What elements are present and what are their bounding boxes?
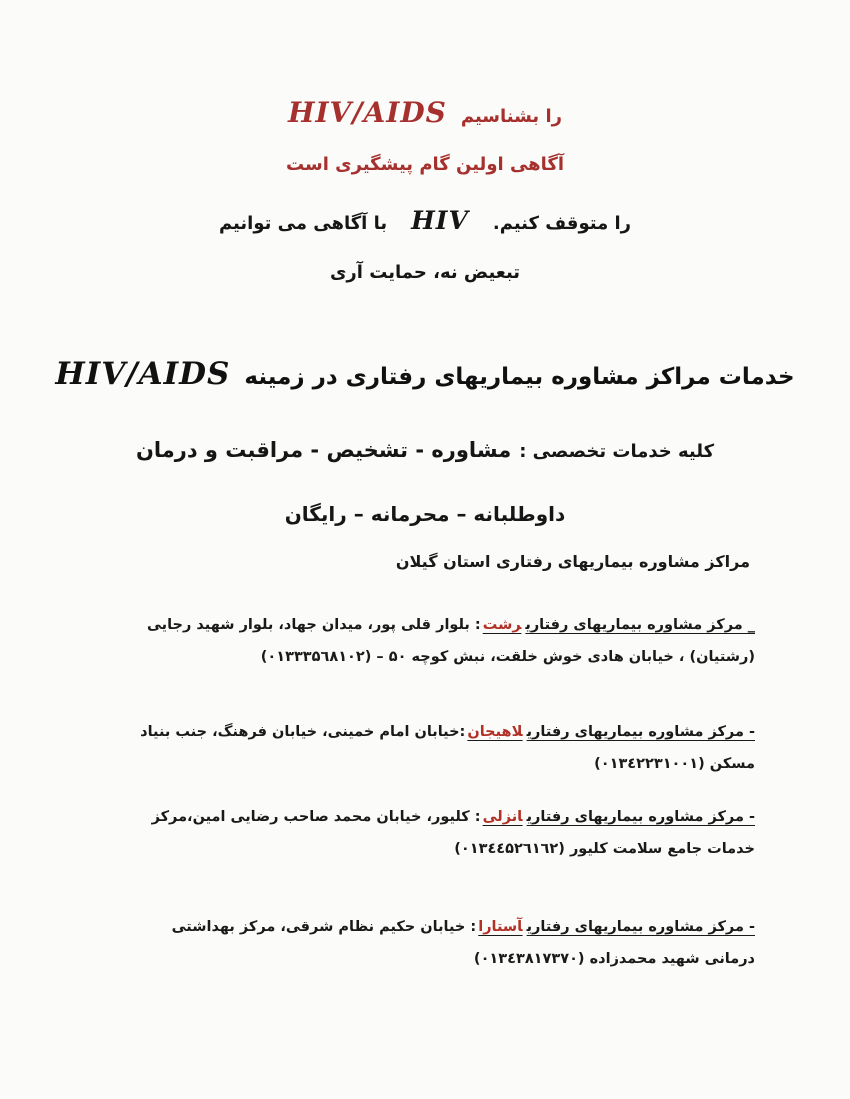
hiv-aids-latin-title: HIV/AIDS (288, 96, 447, 129)
entry-lead (467, 724, 755, 740)
entry-city: انزلی (482, 808, 523, 825)
entry-address: : کلیور، خیابان محمد صاحب رضایی امین،مرکز خدمات جامع سلامت کلیور (۰۱۳٤٤۵۲٦۱٦۲) (151, 808, 755, 857)
entry-lead-text: _ مرکز مشاوره بیماریهای رفتاری (525, 616, 755, 633)
center-entry-anzali (95, 801, 755, 865)
services-heading-latin: HIV/AIDS (55, 356, 231, 392)
entry-lead (478, 919, 755, 935)
entry-city: لاهیجان (467, 723, 523, 740)
entry-address: : بلوار قلی پور، میدان جهاد، بلوار شهید رجایی (رشتیان) ، خیابان هادی خوش خلقت، نبش کوچه ۵۰ – (۰۱۳۳۳۵٦۸۱۰۲) (147, 616, 755, 665)
center-entry-lahijan (95, 716, 755, 780)
centers-list-heading: مراکز مشاوره بیماریهای رفتاری استان گیلان (395, 552, 750, 571)
stop-slogan-after: را متوقف کنیم. (492, 213, 632, 234)
entry-lead (483, 617, 755, 633)
entry-lead-text: - مرکز مشاوره بیماریهای رفتاری (526, 918, 755, 935)
subtitle-label: کلیه خدمات تخصصی : (519, 441, 715, 462)
entry-address: :خیابان امام خمینی، خیابان فرهنگ، جنب بنیاد مسکن (۰۱۳٤۲۲۳۱۰۰۱) (140, 723, 755, 772)
support-slogan: تبعیض نه، حمایت آری (329, 262, 521, 283)
entry-city: آستارا (478, 918, 523, 935)
center-entry-astara (95, 911, 755, 975)
stop-slogan-before: با آگاهی می توانیم (218, 213, 388, 234)
entry-lead-text: - مرکز مشاوره بیماریهای رفتاری (526, 808, 755, 825)
entry-lead (483, 809, 755, 825)
title-line (0, 96, 850, 129)
title-persian-text: را بشناسیم (460, 106, 562, 127)
services-heading (0, 356, 850, 392)
subtitle-services: مشاوره - تشخیص - مراقبت و درمان (135, 438, 512, 462)
hiv-latin-text: HIV (411, 206, 469, 235)
services-subtitle (0, 438, 850, 462)
services-heading-persian: خدمات مراکز مشاوره بیماریهای رفتاری در زمینه (244, 364, 795, 390)
entry-city: رشت (482, 616, 522, 633)
awareness-slogan: آگاهی اولین گام پیشگیری است (285, 154, 565, 175)
center-entry-rasht (95, 609, 755, 673)
entry-lead-text: - مرکز مشاوره بیماریهای رفتاری (526, 723, 755, 740)
service-features: داوطلبانه – محرمانه – رایگان (284, 502, 566, 526)
stop-hiv-slogan (0, 206, 850, 235)
entry-address: : خیابان حکیم نظام شرقی، مرکز بهداشتی درمانی شهید محمدزاده (۰۱۳٤۳۸۱۷۳۷۰) (171, 918, 755, 967)
